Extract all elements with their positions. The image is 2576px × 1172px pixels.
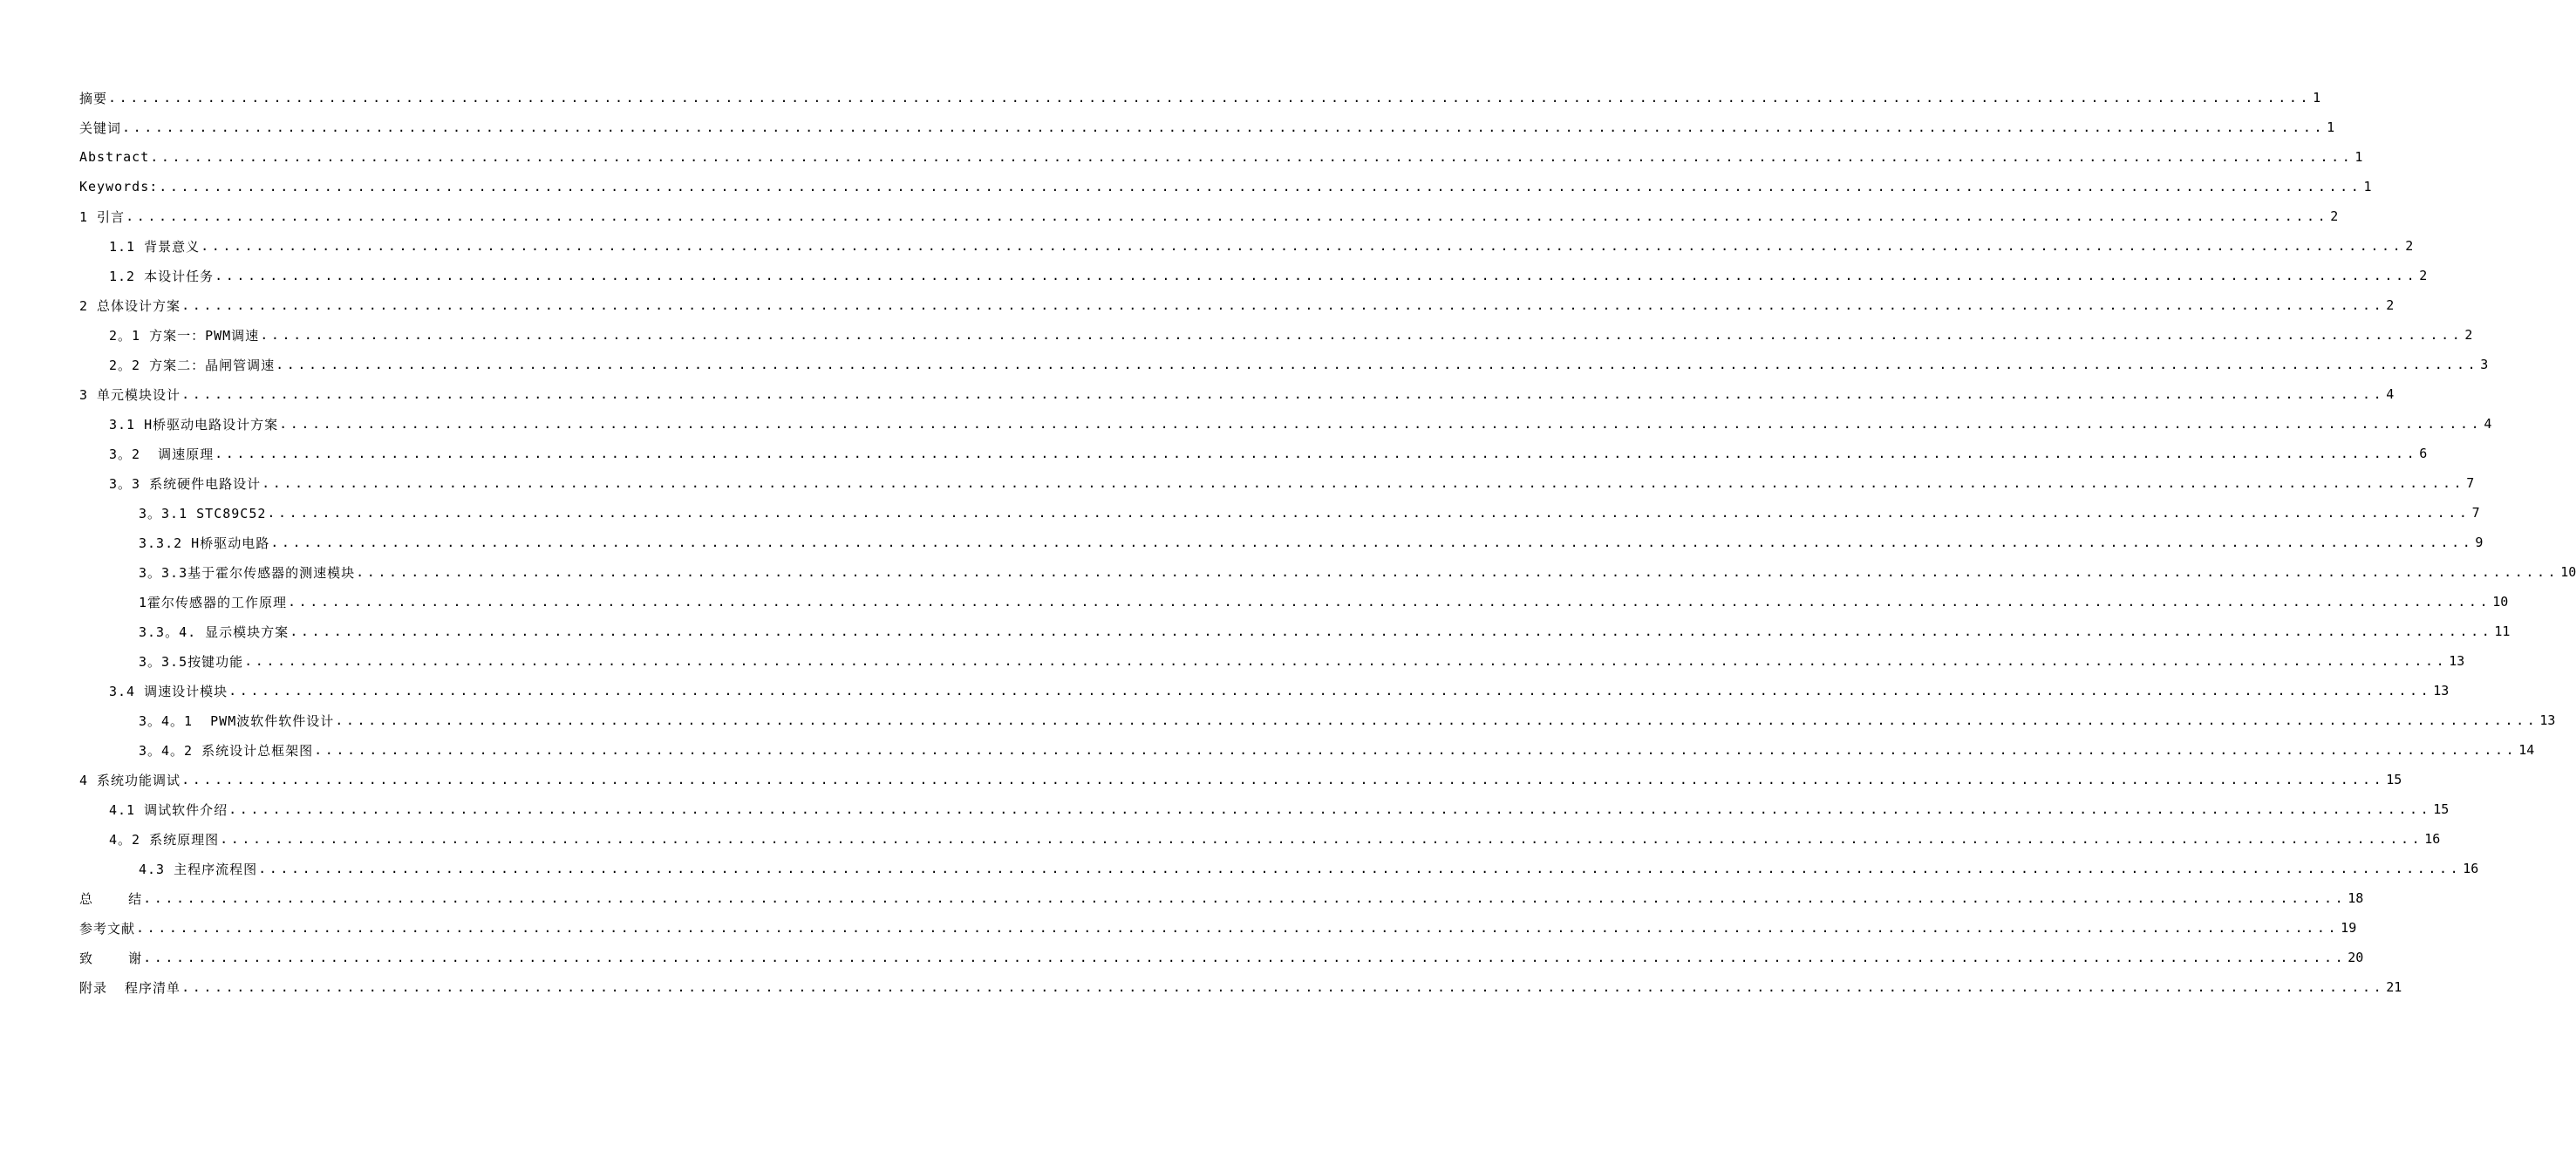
toc-entry-title: 关键词 xyxy=(79,119,122,136)
toc-dot-leader: ........................................................................................................................................................................................................ xyxy=(276,356,2479,372)
toc-entry-page-number: 2 xyxy=(2330,208,2339,224)
toc-entry-page-number: 3 xyxy=(2480,357,2489,372)
toc-entry[interactable] xyxy=(79,379,2395,409)
toc-dot-leader: ........................................................................................................................................................................................................ xyxy=(290,623,2493,639)
toc-entry-title: 3。4。2 系统设计总框架图 xyxy=(139,742,314,759)
toc-entry-page-number: 18 xyxy=(2348,890,2364,906)
toc-entry-title: 摘要 xyxy=(79,90,108,106)
toc-entry[interactable] xyxy=(79,290,2395,320)
toc-entry-page-number: 20 xyxy=(2348,950,2364,965)
toc-entry-title: 3。3.5按键功能 xyxy=(139,653,244,670)
toc-dot-leader: ........................................................................................................................................................................................................ xyxy=(267,504,2470,521)
toc-dot-leader: ........................................................................................................................................................................................................ xyxy=(244,652,2448,669)
toc-entry[interactable] xyxy=(109,468,2475,498)
toc-entry[interactable] xyxy=(109,231,2414,261)
toc-entry-page-number: 16 xyxy=(2424,831,2441,847)
toc-entry-page-number: 4 xyxy=(2386,386,2395,402)
toc-entry-title: 4.1 调试软件介绍 xyxy=(109,801,228,818)
toc-dot-leader: ........................................................................................................................................................................................................ xyxy=(270,534,2474,550)
toc-dot-leader: ........................................................................................................................................................................................................ xyxy=(228,682,2432,698)
toc-dot-leader: ........................................................................................................................................................................................................ xyxy=(201,237,2404,254)
toc-entry[interactable] xyxy=(79,765,2402,794)
toc-dot-leader: ........................................................................................................................................................................................................ xyxy=(220,830,2423,847)
toc-dot-leader: ........................................................................................................................................................................................................ xyxy=(181,296,2385,313)
toc-entry-page-number: 7 xyxy=(2471,505,2480,521)
toc-dot-leader: ........................................................................................................................................................................................................ xyxy=(143,949,2347,965)
toc-entry-page-number: 1 xyxy=(2363,179,2372,194)
toc-entry[interactable] xyxy=(139,646,2465,676)
toc-entry-page-number: 2 xyxy=(2405,238,2414,254)
toc-entry-title: 3。2 调速原理 xyxy=(109,446,215,462)
toc-entry-page-number: 15 xyxy=(2386,772,2402,787)
toc-entry-title: 4。2 系统原理图 xyxy=(109,831,220,848)
toc-dot-leader: ........................................................................................................................................................................................................ xyxy=(262,474,2465,491)
toc-entry[interactable] xyxy=(79,201,2339,231)
toc-entry-page-number: 10 xyxy=(2560,564,2576,580)
toc-dot-leader: ........................................................................................................................................................................................................ xyxy=(136,919,2340,936)
toc-entry[interactable] xyxy=(79,972,2402,1002)
toc-entry-title: 3.1 H桥驱动电路设计方案 xyxy=(109,416,279,433)
toc-dot-leader: ........................................................................................................................................................................................................ xyxy=(181,771,2385,787)
toc-entry[interactable] xyxy=(109,794,2450,824)
toc-entry[interactable] xyxy=(139,557,2576,587)
toc-entry-title: 3.4 调速设计模块 xyxy=(109,683,228,699)
toc-entry-title: 3。3 系统硬件电路设计 xyxy=(109,475,262,492)
table-of-contents xyxy=(0,83,2576,1002)
toc-entry-page-number: 1 xyxy=(2313,90,2321,106)
toc-entry-page-number: 15 xyxy=(2433,801,2450,817)
toc-dot-leader: ........................................................................................................................................................................................................ xyxy=(181,385,2385,402)
toc-entry-page-number: 4 xyxy=(2484,416,2492,432)
toc-entry[interactable] xyxy=(79,112,2335,142)
toc-entry[interactable] xyxy=(79,943,2364,972)
toc-entry[interactable] xyxy=(139,528,2484,557)
toc-entry-page-number: 11 xyxy=(2494,623,2511,639)
toc-dot-leader: ........................................................................................................................................................................................................ xyxy=(258,860,2462,876)
toc-entry-page-number: 1 xyxy=(2355,149,2363,165)
toc-entry[interactable] xyxy=(139,854,2479,883)
toc-entry[interactable] xyxy=(139,735,2535,765)
toc-entry-title: Keywords: xyxy=(79,179,159,194)
toc-entry-title: 3.3.2 H桥驱动电路 xyxy=(139,535,270,551)
toc-dot-leader: ........................................................................................................................................................................................................ xyxy=(288,593,2491,610)
toc-entry-page-number: 13 xyxy=(2539,712,2556,728)
toc-entry-page-number: 13 xyxy=(2433,683,2450,698)
toc-dot-leader: ........................................................................................................................................................................................................ xyxy=(159,178,2362,194)
toc-entry-title: 2。1 方案一：PWM调速 xyxy=(109,327,260,344)
toc-entry-title: 附录 程序清单 xyxy=(79,979,181,996)
toc-entry-title: 致 谢 xyxy=(79,950,143,966)
toc-entry-page-number: 2 xyxy=(2464,327,2473,343)
toc-entry-page-number: 13 xyxy=(2449,653,2465,669)
toc-entry-title: 1霍尔传感器的工作原理 xyxy=(139,594,288,610)
toc-dot-leader: ........................................................................................................................................................................................................ xyxy=(314,741,2518,758)
toc-entry-page-number: 19 xyxy=(2341,920,2357,936)
toc-dot-leader: ........................................................................................................................................................................................................ xyxy=(108,89,2312,106)
toc-entry-title: 参考文献 xyxy=(79,920,136,937)
toc-dot-leader: ........................................................................................................................................................................................................ xyxy=(181,978,2385,995)
toc-entry-title: 3 单元模块设计 xyxy=(79,386,181,403)
toc-dot-leader: ........................................................................................................................................................................................................ xyxy=(126,208,2329,224)
toc-entry-page-number: 10 xyxy=(2492,594,2509,610)
toc-entry-page-number: 6 xyxy=(2419,446,2428,461)
toc-entry-title: 3。4。1 PWM波软件软件设计 xyxy=(139,712,335,729)
toc-dot-leader: ........................................................................................................................................................................................................ xyxy=(335,712,2539,728)
toc-dot-leader: ........................................................................................................................................................................................................ xyxy=(150,148,2354,165)
toc-dot-leader: ........................................................................................................................................................................................................ xyxy=(356,563,2559,580)
toc-entry-title: 3。3.3基于霍尔传感器的测速模块 xyxy=(139,564,356,581)
toc-entry[interactable] xyxy=(139,498,2480,528)
toc-entry-title: 4 系统功能调试 xyxy=(79,772,181,788)
toc-dot-leader: ........................................................................................................................................................................................................ xyxy=(215,445,2418,461)
toc-entry-page-number: 7 xyxy=(2466,475,2475,491)
toc-entry-page-number: 21 xyxy=(2386,979,2402,995)
toc-entry[interactable] xyxy=(139,587,2509,617)
toc-entry-page-number: 2 xyxy=(2419,268,2428,283)
toc-entry-title: 2。2 方案二：晶闸管调速 xyxy=(109,357,276,373)
toc-entry-title: 1 引言 xyxy=(79,208,126,225)
toc-entry[interactable] xyxy=(139,705,2556,735)
toc-dot-leader: ........................................................................................................................................................................................................ xyxy=(228,801,2432,817)
toc-dot-leader: ........................................................................................................................................................................................................ xyxy=(143,889,2347,906)
toc-entry[interactable] xyxy=(109,439,2428,468)
toc-entry-page-number: 1 xyxy=(2327,119,2335,135)
toc-entry[interactable] xyxy=(109,824,2441,854)
toc-entry[interactable] xyxy=(109,261,2428,290)
toc-entry[interactable] xyxy=(79,913,2357,943)
toc-entry[interactable] xyxy=(79,172,2372,201)
toc-entry-title: 总 结 xyxy=(79,890,143,907)
toc-entry[interactable] xyxy=(79,83,2321,112)
toc-entry[interactable] xyxy=(109,409,2492,439)
toc-entry[interactable] xyxy=(79,142,2363,172)
toc-entry-page-number: 14 xyxy=(2518,742,2535,758)
toc-entry-title: 2 总体设计方案 xyxy=(79,297,181,314)
toc-entry-title: 3。3.1 STC89C52 xyxy=(139,505,267,521)
toc-entry[interactable] xyxy=(139,617,2511,646)
toc-dot-leader: ........................................................................................................................................................................................................ xyxy=(279,415,2483,432)
toc-entry-title: Abstract xyxy=(79,149,150,165)
toc-entry[interactable] xyxy=(109,676,2450,705)
toc-entry-title: 1.2 本设计任务 xyxy=(109,268,215,284)
toc-entry[interactable] xyxy=(79,883,2364,913)
toc-dot-leader: ........................................................................................................................................................................................................ xyxy=(215,267,2418,283)
toc-entry[interactable] xyxy=(109,350,2489,379)
toc-entry-page-number: 9 xyxy=(2475,535,2484,550)
toc-entry[interactable] xyxy=(109,320,2473,350)
toc-entry-title: 3.3。4. 显示模块方案 xyxy=(139,623,290,640)
toc-dot-leader: ........................................................................................................................................................................................................ xyxy=(260,326,2464,343)
toc-entry-title: 1.1 背景意义 xyxy=(109,238,201,255)
toc-entry-page-number: 16 xyxy=(2463,861,2479,876)
toc-entry-page-number: 2 xyxy=(2386,297,2395,313)
toc-entry-title: 4.3 主程序流程图 xyxy=(139,861,258,877)
toc-dot-leader: ........................................................................................................................................................................................................ xyxy=(122,119,2326,135)
